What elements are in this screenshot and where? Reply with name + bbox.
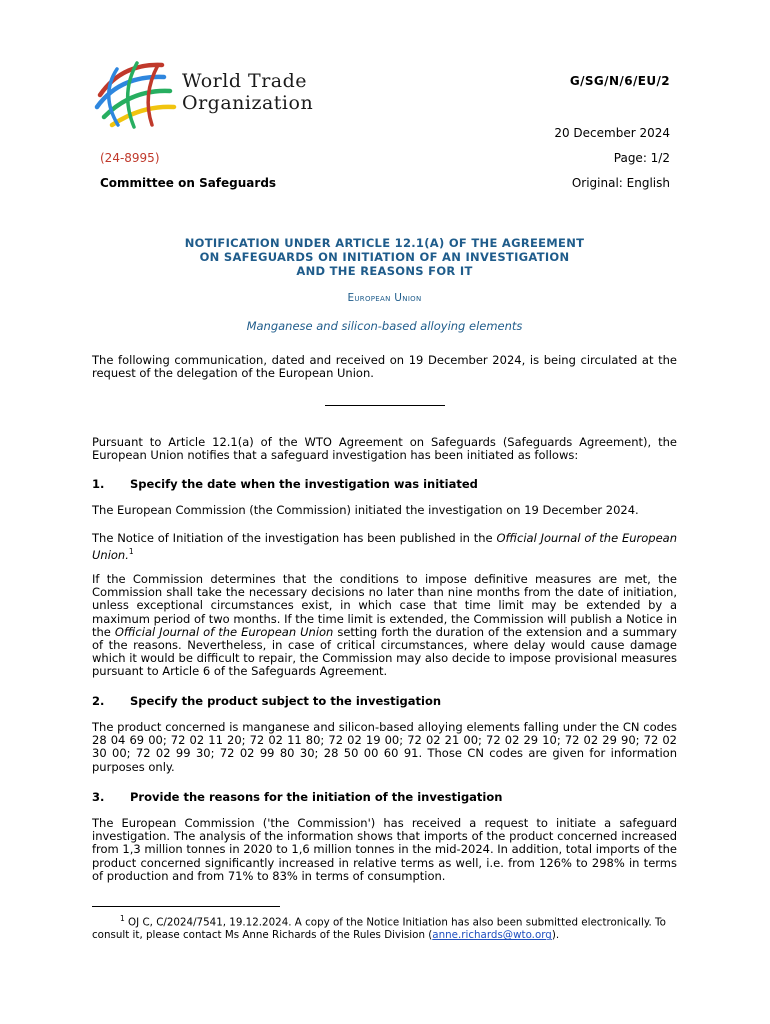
section-3-paragraph-1: The European Commission ('the Commission') has received a request to initiate a safeguard investigation. The analysis of the information shows that imports of the product concerned increased from 1,3 million tonnes in 2020 to 1,6 million tonnes in the mid-2024. In addition, total imports of the product concerned significantly increased in relative terms as well, i.e. from 126% to 298% in terms of production and from 71% to 83% in terms of consumption. [92,816,677,883]
footnote-number: 1 [120,914,125,923]
official-journal-italic-2: Official Journal of the European Union [114,624,334,639]
document-date: 20 December 2024 [554,126,670,140]
title-line1: NOTIFICATION UNDER ARTICLE 12.1(A) OF THE AGREEMENT [184,236,585,250]
footnote [92,912,677,942]
section-1-paragraph-3 [92,573,677,679]
time-limit-text-a: If the Commission determines that the conditions to impose definitive measures are met, the Commission shall take the necessary decisions no later than nine months from the date of initiation, unless exceptional circumstances exist, in which case that time limit may be extended by a maximum period of two months. If the time limit is extended, the Commission will publish a Notice in the [92,572,677,639]
organization-name [182,70,313,114]
section-1-title: Specify the date when the investigation was initiated [130,477,478,491]
section-1-number: 1. [92,477,105,491]
notice-text: The Notice of Initiation of the investigation has been published in the [92,531,497,545]
section-3-heading [92,790,677,804]
official-journal-italic: Official Journal of the European Union. [92,531,677,563]
section-2-heading [92,694,677,708]
document-title [92,236,677,278]
wto-logo-icon [92,55,182,130]
separator-line [325,405,445,406]
member-name: European Union [347,292,422,304]
footnote-text-a: OJ C, C/2024/7541, 19.12.2024. A copy of the Notice Initiation has also been submitted electronically. To consult it, please contact Ms Anne Richards of the Rules Division ( [92,916,666,942]
pursuant-paragraph: Pursuant to Article 12.1(a) of the WTO Agreement on Safeguards (Safeguards Agreement), the European Union notifies that a safeguard investigation has been initiated as follows: [92,435,677,463]
section-2-number: 2. [92,694,105,708]
document-symbol: G/SG/N/6/EU/2 [569,74,670,88]
section-1-paragraph-1: The European Commission (the Commission) initiated the investigation on 19 December 2024. [92,503,639,517]
footnote-ref-1[interactable]: 1 [128,547,134,557]
committee-name: Committee on Safeguards [100,176,277,190]
section-1-paragraph-2 [92,532,677,562]
title-line2: ON SAFEGUARDS ON INITIATION OF AN INVESTIGATION [199,250,570,264]
section-2-title: Specify the product subject to the investigation [130,694,442,708]
time-limit-text-b: setting forth the duration of the extension and a summary of the reasons. Nevertheless, in case of critical circumstances, where delay would cause damage which it would be difficult to repair, the Commission may also decide to impose provisional measures pursuant to Article 6 of the Safeguards Agreement. [92,624,677,679]
intro-paragraph: The following communication, dated and received on 19 December 2024, is being circulated at the request of the delegation of the European Union. [92,353,677,381]
original-language: Original: English [571,176,670,190]
logo-line2: Organization [182,92,314,114]
title-line3: AND THE REASONS FOR IT [296,264,473,278]
reference-number: (24-8995) [100,151,160,165]
footnote-text-b: ). [551,929,560,942]
footnote-separator [92,906,280,907]
page-number: Page: 1/2 [613,151,670,165]
subject-line: Manganese and silicon-based alloying elements [246,319,523,333]
email-link[interactable]: anne.richards@wto.org [432,929,552,942]
logo-line1: World Trade [182,70,308,92]
section-3-number: 3. [92,790,105,804]
section-1-heading [92,477,677,491]
section-2-paragraph-1: The product concerned is manganese and silicon-based alloying elements falling under the CN codes 28 04 69 00; 72 02 11 20; 72 02 11 80; 72 02 19 00; 72 02 21 00; 72 02 29 10; 72 02 29 90; 72 02 30 00; 72 02 99 30; 72 02 99 80 30; 28 50 00 60 91. Those CN codes are given for information purposes only. [92,720,677,774]
section-3-title: Provide the reasons for the initiation of the investigation [130,790,503,804]
